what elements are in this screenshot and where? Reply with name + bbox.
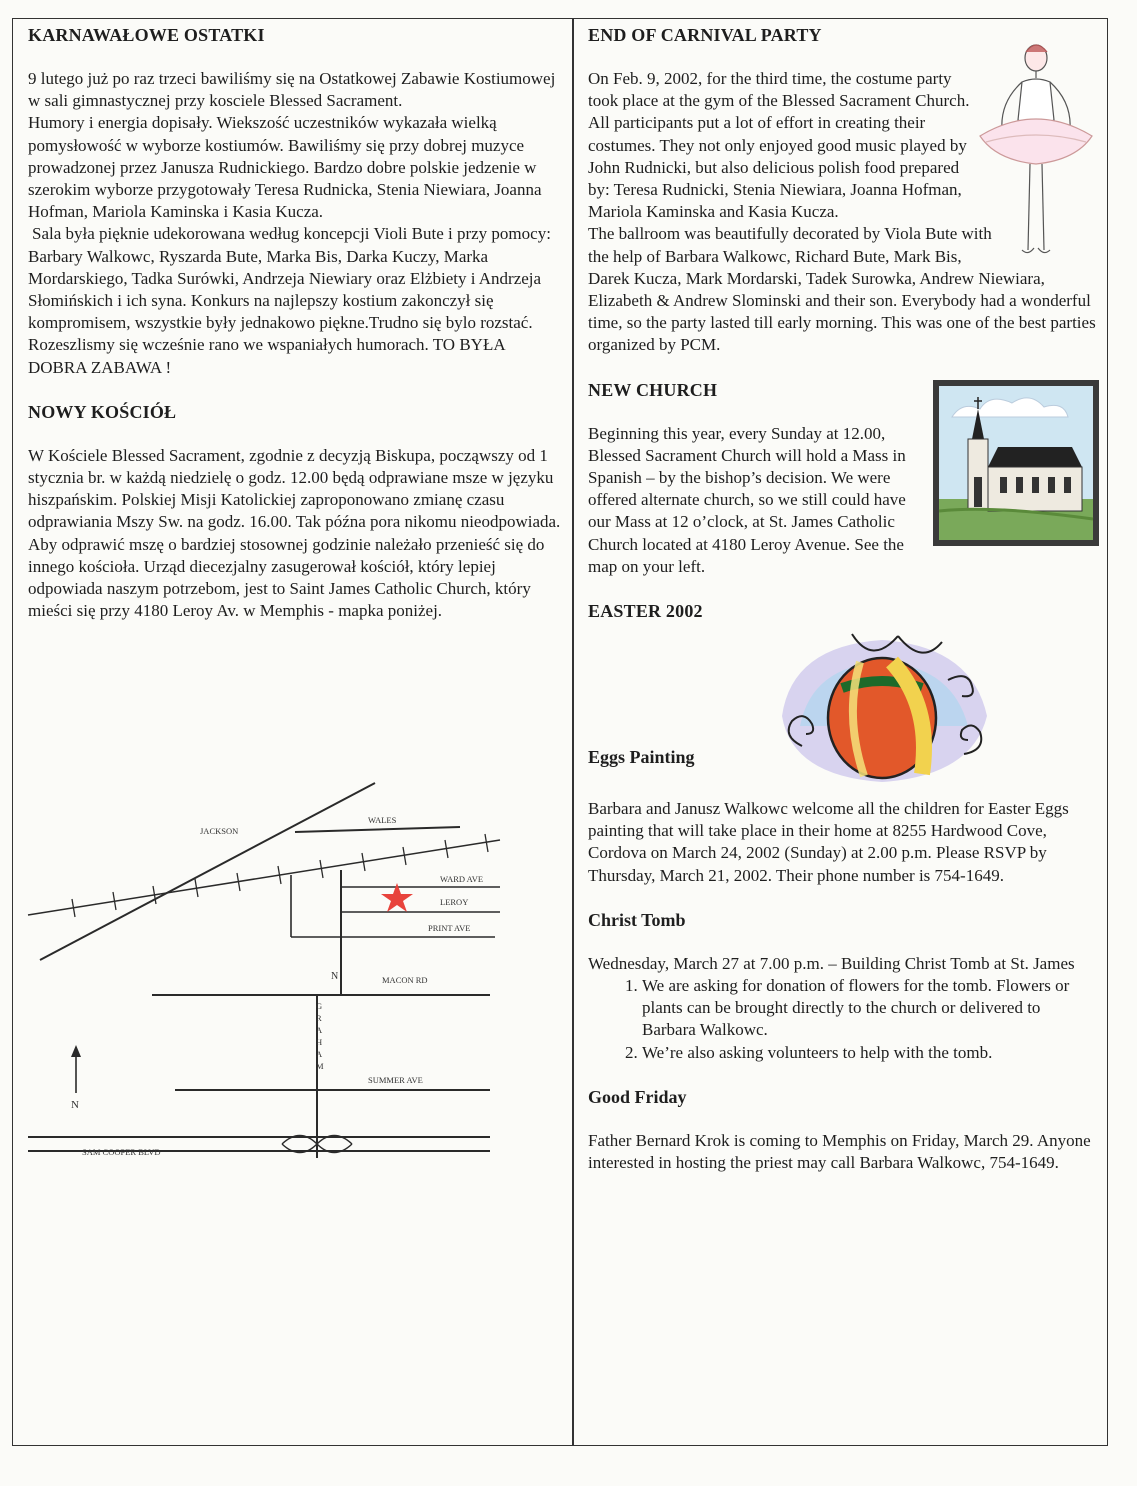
eggs-painting-heading: Eggs Painting — [588, 747, 695, 768]
map-label-graham-m: M — [316, 1061, 324, 1071]
map-label-wales: WALES — [368, 815, 397, 825]
easter-heading: EASTER 2002 — [588, 601, 703, 622]
christ-tomb-list — [588, 975, 1098, 1064]
good-friday-paragraph: Father Bernard Krok is coming to Memphis on Friday, March 29. Anyone interested in hosting the priest may call Barbara Walkowc, 754-1649. — [588, 1130, 1091, 1173]
map-label-graham-r: R — [316, 1013, 322, 1023]
carnival-paragraph-pl-2: Humory i energia dopisały. Wiekszość uczestników wykazała wielką pomysłowość w wyborze kostiumów. Bawiliśmy się przy dobrej muzyce prowadzonej przez Janusza Rudnickiego. Bardzo dobre polskie jedzenie w szerokim wyborze przygotowały Teresa Rudnicka, Stenia Niewiara, Joanna Hofman, Mariola Kaminska i Kasia Kucza. — [28, 113, 542, 222]
map-label-graham-h: H — [316, 1037, 323, 1047]
street-map — [20, 775, 540, 1195]
right-column — [588, 24, 1098, 1174]
map-label-print: PRINT AVE — [428, 923, 471, 933]
map-road-jackson — [40, 783, 375, 960]
christ-tomb-item: 2. We’re also asking volunteers to help with the tomb. — [642, 1042, 1098, 1064]
map-label-leroy: LEROY — [440, 897, 469, 907]
map-label-jackson: JACKSON — [200, 826, 239, 836]
christ-tomb-paragraph: Wednesday, March 27 at 7.00 p.m. – Building Christ Tomb at St. James — [588, 953, 1075, 973]
carnival-paragraph-pl-1: 9 lutego już po raz trzeci bawiliśmy się na Ostatkowej Zabawie Kostiumowej w sali gimnastycznej przy kosciele Blessed Sacrament. — [28, 69, 556, 111]
carnival-heading-pl: KARNAWAŁOWE OSTATKI — [28, 25, 265, 45]
christ-tomb-heading: Christ Tomb — [588, 909, 686, 930]
party-paragraph-en-1: On Feb. 9, 2002, for the third time, the costume party took place at the gym of the Blessed Sacrament Church. All participants put a lot of effort in creating their costumes. They not only enjoyed good music played by John Rudnicki, but also delicious polish food prepared by: Teresa Rudnicki, Stenia Niewiara, Joanna Hofman, Mariola Kaminska and Kasia Kucza. — [588, 69, 970, 222]
map-road-wales — [295, 827, 460, 832]
map-label-graham-a: A — [316, 1025, 323, 1035]
easter-egg-illustration — [772, 626, 997, 791]
column-divider — [572, 18, 574, 1446]
map-label-sam-cooper: SAM COOPER BLVD — [82, 1147, 161, 1157]
map-label-graham-a2: A — [316, 1049, 323, 1059]
party-heading-en: END OF CARNIVAL PARTY — [588, 25, 822, 45]
new-church-paragraph-pl: W Kościele Blessed Sacrament, zgodnie z decyzją Biskupa, począwszy od 1 stycznia br. w każdą niedzielę o godz. 12.00 będą odprawiane msze w języku hiszpańskim. Polskiej Misji Katolickiej zaproponowano zmianę czasu odprawiania Mszy Sw. na godz. 16.00. Tak późna pora nikomu nieodpowiada. Aby odprawić mszę o bardziej stosownej godzinie należało przenieść się do innego kościoła. Urząd diecezjalny zasugerował kościół, który lepiej odpowiada naszym potrzebom, jest to Saint James Catholic Church, który mieści się przy 4180 Leroy Av. w Memphis - mapka poniżej. — [28, 445, 561, 621]
good-friday-heading: Good Friday — [588, 1086, 687, 1107]
new-church-heading-pl: NOWY KOŚCIÓŁ — [28, 401, 177, 422]
map-label-summer: SUMMER AVE — [368, 1075, 423, 1085]
new-church-heading-en: NEW CHURCH — [588, 379, 718, 400]
map-label-graham-g: G — [316, 1001, 323, 1011]
new-church-paragraph-en: Beginning this year, every Sunday at 12.00, Blessed Sacrament Church will hold a Mass in Spanish – by the bishop’s decision. We were offered alternate church, so we still could have our Mass at 12 o’clock, at St. James Catholic Church located at 4180 Leroy Avenue. See the map on your left. — [588, 423, 906, 576]
eggs-painting-paragraph: Barbara and Janusz Walkowc welcome all the children for Easter Eggs painting that will take place in their home at 8255 Hardwood Cove, Cordova on March 24, 2002 (Sunday) at 2.00 p.m. Please RSVP by Thursday, March 21, 2002. Their phone number is 754-1649. — [588, 799, 1069, 885]
map-label-north: N — [71, 1099, 79, 1111]
map-label-n-road: N — [331, 971, 339, 982]
party-paragraph-en-2: The ballroom was beautifully decorated by Viola Bute with the help of Barbara Walkowc, Richard Bute, Mark Bis, Darek Kucza, Mark Mordarski, Tadek Surowka, Andrew Niewiara, Elizabeth & Andrew Slominski and their son. Everybody had a wonderful time, so the party lasted till early morning. This was one of the best parties organized by PCM. — [588, 224, 1096, 355]
church-illustration — [932, 379, 1100, 547]
map-label-ward: WARD AVE — [440, 874, 484, 884]
left-column — [28, 24, 564, 622]
carnival-paragraph-pl-3: Sala była pięknie udekorowana według koncepcji Violi Bute i przy pomocy: Barbary Walkowc, Ryszarda Bute, Marka Bis, Darka Kuczy, Marka Mordarskiego, Tadka Surówki, Andrzeja Niewiary oraz Elżbiety i Andrzeja Słomińskich i ich syna. Konkurs na najlepszy kostium zakonczył się kompromisem, wszystkie były jednakowo piękne.Trudno się bylo rozstać. Rozeszlismy się wcześnie rano we wspaniałych humorach. TO BYŁA DOBRA ZABAWA ! — [28, 224, 551, 377]
map-railroad — [28, 840, 500, 915]
map-label-macon: MACON RD — [382, 975, 428, 985]
christ-tomb-item: 1. We are asking for donation of flowers for the tomb. Flowers or plants can be brought directly to the church or delivered to Barbara Walkowc. — [642, 975, 1098, 1042]
